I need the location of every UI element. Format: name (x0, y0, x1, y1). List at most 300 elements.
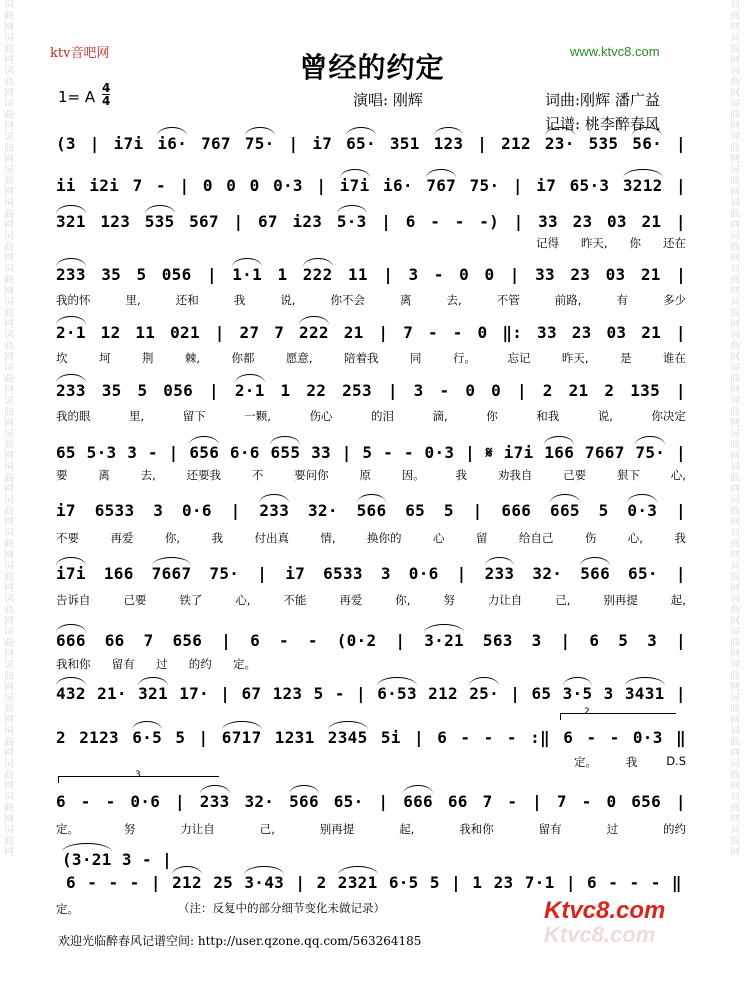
note-group: 5·3 (336, 212, 367, 231)
note-group: 5 (598, 501, 609, 520)
slur-mark (157, 127, 187, 136)
slur-mark (56, 316, 86, 325)
lyric-syllable: 的约 (662, 822, 686, 836)
note-group: (0·2 (336, 631, 377, 650)
notation-row (62, 850, 172, 872)
barline: | (560, 631, 571, 650)
barline: | (456, 564, 467, 583)
note-group: 2345 (327, 728, 368, 747)
note-group: 351 (389, 134, 420, 153)
slur-mark (563, 677, 593, 686)
slur-mark (138, 677, 168, 686)
note-group: - (433, 265, 444, 284)
slur-mark (299, 316, 329, 325)
barline: | (175, 792, 185, 811)
lyric-syllable: 努 (443, 593, 455, 607)
note-group: 𝄋 (485, 443, 493, 462)
note-group: 23· (544, 134, 575, 153)
side-watermark-left: 词曲网词曲网词曲网词曲网词曲网词曲网词曲网词曲网词曲网词曲网词曲网词曲网词曲网词曲网词曲网词曲网词曲网词曲网词曲网词曲网词曲网词曲网词曲网词曲网词曲网词曲网 (4, 0, 14, 858)
time-signature-bottom: 4 (102, 94, 111, 108)
note-group: 233 (484, 564, 515, 583)
note-group: - (105, 792, 116, 811)
barline: | (676, 134, 686, 153)
barline: | (675, 792, 686, 811)
slur-mark (403, 785, 433, 794)
note-group: 166 (544, 443, 575, 462)
lyric-syllable: 离 (98, 468, 110, 482)
notation-row (56, 381, 686, 403)
note-sequence (62, 850, 172, 869)
note-group: 3 (121, 850, 132, 869)
note-group: 1 (472, 873, 483, 892)
lyric-line (574, 754, 686, 770)
barline: | (477, 134, 488, 153)
note-group: 3 (647, 631, 658, 650)
lyric-line (56, 467, 686, 483)
lyric-syllable: 还在 (662, 236, 686, 250)
lyric-syllable: 要 (56, 468, 68, 482)
lyric-syllable: 因。 (401, 468, 425, 482)
barline: | (209, 381, 219, 400)
lyric-syllable: 劝我自 (497, 468, 533, 482)
lyric-syllable: 不要 (56, 531, 79, 545)
lyric-syllable: 定。 (56, 822, 79, 836)
barline: | (378, 792, 389, 811)
slur-mark (56, 624, 86, 633)
lyric-syllable: 不能 (283, 593, 307, 607)
lyric-syllable: 我 (625, 755, 638, 769)
note-group: 233 (56, 381, 86, 400)
volta-number-3: 3 (135, 770, 141, 780)
note-group: 12 (100, 323, 121, 342)
note-group: 3·21 (424, 631, 464, 650)
volta-bracket-2 (560, 713, 676, 720)
note-group: 222 (299, 323, 329, 342)
barline: | (512, 176, 523, 195)
barline: | (179, 176, 190, 195)
note-group: 6 (66, 873, 76, 892)
notation-row (56, 212, 686, 234)
note-group: 1 (280, 381, 291, 400)
note-group: - (141, 850, 152, 869)
note-group: 2 (56, 728, 66, 747)
notation-row (56, 323, 686, 345)
note-group: 17· (179, 684, 209, 703)
note-group: 11 (135, 323, 156, 342)
slur-mark (172, 866, 202, 875)
lyric-syllable: 记得 (536, 236, 559, 250)
barline: | (675, 323, 686, 342)
lyric-syllable: 起, (670, 593, 686, 607)
note-group: 056 (163, 381, 194, 400)
slur-mark (303, 258, 333, 267)
note-group: 655 (270, 443, 301, 462)
note-group: 1 (277, 265, 288, 284)
note-group: i7i (113, 134, 144, 153)
note-group: - (454, 212, 465, 231)
note-group: 6·53 (377, 684, 417, 703)
note-group: 123 (100, 212, 131, 231)
lyric-syllable: 你 (486, 409, 498, 423)
note-group: 0 (249, 176, 260, 195)
note-group: 233 (199, 792, 230, 811)
lyric-syllable: 心, (235, 593, 251, 607)
note-group: 0 (484, 265, 495, 284)
note-group: 0·3 (632, 728, 663, 747)
slur-mark (625, 677, 665, 686)
lyric-syllable: 的泪 (370, 409, 394, 423)
barline: | (257, 564, 268, 583)
note-group: i7i (56, 564, 86, 583)
note-group: 0·6 (130, 792, 161, 811)
note-group: - (430, 212, 441, 231)
barline: | (89, 134, 100, 153)
lyric-syllable: 过 (156, 657, 168, 671)
note-group: 0·6 (181, 501, 212, 520)
note-group: 432 (56, 684, 86, 703)
note-group: 5 (429, 873, 440, 892)
lyric-syllable: 你决定 (651, 409, 686, 423)
lyric-syllable: 再爱 (339, 593, 363, 607)
lyric-syllable: 荆 (141, 351, 154, 365)
note-group: 67 (241, 684, 262, 703)
barline: | (233, 212, 244, 231)
note-group: 6533 (94, 501, 135, 520)
repeat-annotation: （注：反复中的部分细节变化未做记录） (178, 901, 385, 915)
note-group: - (452, 323, 463, 342)
slur-mark (189, 436, 219, 445)
lyric-line (56, 292, 686, 308)
lyric-line (56, 350, 686, 366)
lyric-syllable: 你不会 (330, 293, 365, 307)
note-group: 3 (531, 631, 542, 650)
lyric-syllable: 己, (259, 822, 275, 836)
lyric-syllable: 去, (140, 468, 156, 482)
note-group: - (147, 443, 158, 462)
lyric-syllable: 我 (674, 531, 686, 545)
lyric-syllable: 我和你 (459, 822, 494, 836)
note-group: 23 (572, 212, 593, 231)
barline: | (221, 631, 232, 650)
lyric-syllable: 力让自 (180, 822, 215, 836)
note-group: (3·21 (62, 850, 112, 869)
note-group: - (581, 792, 592, 811)
singer-credit: 演唱: 刚辉 (353, 91, 423, 109)
lyric-syllable: 伤心 (309, 409, 333, 423)
note-group: 321 (138, 684, 168, 703)
note-group: 6 (56, 792, 66, 811)
lyric-line (56, 821, 686, 837)
barline: | (162, 850, 172, 869)
composer-credit: 词曲:刚辉 潘广益 (545, 91, 660, 109)
lyric-syllable: 我的怀 (56, 293, 91, 307)
lyric-syllable: 告诉自 (56, 593, 91, 607)
slur-mark (426, 169, 456, 178)
notation-row (56, 443, 686, 465)
lyric-syllable: 己要 (563, 468, 587, 482)
barline: | (214, 323, 225, 342)
slur-mark (485, 557, 515, 566)
note-group: 65 (531, 684, 552, 703)
slur-mark (245, 127, 275, 136)
note-group: 21 (568, 381, 589, 400)
note-sequence (56, 265, 686, 284)
lyric-syllable: 说, (280, 293, 296, 307)
note-group: 03 (606, 323, 627, 342)
note-group: 6 (437, 728, 448, 747)
note-group: - (650, 873, 661, 892)
note-group: i7 (312, 134, 333, 153)
note-group: 6·5 (132, 728, 163, 747)
note-group: 6·6 (229, 443, 260, 462)
barline: | (472, 501, 483, 520)
note-sequence (56, 443, 686, 463)
slur-mark (232, 258, 262, 267)
note-group: 666 (501, 501, 532, 520)
lyric-syllable: 定。 (574, 755, 597, 769)
lyric-syllable: 我 (455, 468, 468, 482)
note-group: 27 (239, 323, 260, 342)
lyric-syllable: 我和你 (56, 657, 91, 671)
note-group: 2321 (337, 873, 378, 892)
slur-mark (337, 205, 367, 214)
note-group: 6 (405, 212, 416, 231)
barline: ‖ (675, 728, 686, 747)
note-group: 0·6 (408, 564, 439, 583)
slur-mark (338, 866, 378, 875)
lyric-syllable: 我 (233, 293, 246, 307)
note-group: 21 (640, 265, 661, 284)
note-group: 3431 (624, 684, 665, 703)
notation-row (56, 564, 686, 586)
slur-mark (62, 843, 112, 852)
lyric-syllable: 留下 (182, 409, 206, 423)
note-group: 566 (580, 564, 611, 583)
slur-mark (132, 721, 162, 730)
note-group: 35 (101, 265, 122, 284)
lyric-syllable: 留有 (111, 657, 135, 671)
note-group: 1·1 (232, 265, 263, 284)
lyric-syllable: 同 (409, 351, 422, 365)
note-group: 03 (605, 265, 626, 284)
lyric-line (536, 235, 686, 251)
lyric-syllable: 铁了 (179, 593, 203, 607)
lyric-syllable: 伤 (584, 531, 597, 545)
barline: | (150, 873, 161, 892)
note-sequence (56, 631, 686, 650)
note-sequence (56, 212, 686, 231)
footer-link-text: 欢迎光临醉春风记谱空间: http://user.qzone.qq.com/563264185 (58, 934, 422, 948)
note-group: - (80, 792, 91, 811)
lyric-syllable: 力让自 (487, 593, 523, 607)
lyric-syllable: 再爱 (110, 531, 134, 545)
slur-mark (259, 494, 289, 503)
note-group: 0 (459, 265, 470, 284)
note-group: 67 (258, 212, 278, 231)
slur-mark (377, 677, 417, 686)
note-group: 0 (226, 176, 237, 195)
lyric-syllable: 原 (359, 468, 371, 482)
slur-mark (56, 374, 86, 383)
slur-mark (357, 494, 387, 503)
note-sequence (56, 381, 686, 400)
lyric-syllable: 心, (670, 468, 686, 482)
note-group: 212 (172, 873, 202, 892)
barline: | (676, 265, 686, 284)
note-group: 5 (443, 501, 454, 520)
note-group: 0 (491, 381, 502, 400)
note-group: 021 (170, 323, 200, 342)
lyric-syllable: 还和 (175, 293, 199, 307)
barline: | (387, 381, 398, 400)
note-group: 656 (172, 631, 203, 650)
note-group: 66 (104, 631, 125, 650)
slur-mark (200, 785, 230, 794)
svg-text:Ktvc8.com: Ktvc8.com (544, 922, 656, 946)
note-group: 566 (289, 792, 319, 811)
lyric-syllable: 狠下 (616, 468, 640, 482)
note-group: 6 (563, 728, 574, 747)
lyric-syllable: 己要 (123, 593, 147, 607)
note-group: 5·3 (86, 443, 117, 462)
note-group: 233 (56, 265, 86, 284)
note-group: 6 (587, 873, 597, 892)
lyric-line (56, 656, 256, 672)
lyric-syllable: 给自己 (518, 531, 554, 545)
note-group: 21· (97, 684, 127, 703)
lyric-syllable: 去, (446, 293, 462, 307)
slur-mark (289, 785, 319, 794)
note-group: 35 (101, 381, 122, 400)
lyric-syllable: 留有 (538, 822, 562, 836)
slur-mark (244, 866, 284, 875)
notation-row (56, 728, 686, 750)
note-group: 656 (189, 443, 220, 462)
lyric-syllable: 定。 (233, 657, 256, 671)
note-group: 25 (213, 873, 234, 892)
note-group: 6 (589, 631, 600, 650)
note-group: 7 (403, 323, 414, 342)
note-group: 656 (631, 792, 662, 811)
note-group: 33 (311, 443, 331, 462)
lyric-syllable: 忘记 (507, 351, 531, 365)
lyric-syllable: 要问你 (294, 468, 329, 482)
barline: | (395, 631, 406, 650)
note-group: 32· (532, 564, 563, 583)
note-group: 2·1 (234, 381, 265, 400)
notation-row (56, 684, 686, 706)
note-group: 7 (274, 323, 285, 342)
barline: | (676, 176, 686, 195)
note-group: 33 (537, 323, 557, 342)
lyric-line (56, 408, 686, 424)
barline: | (675, 684, 686, 703)
lyric-syllable: 定。 (56, 902, 79, 916)
lyric-syllable: 谁在 (662, 351, 686, 365)
lyric-syllable: 里, (125, 293, 141, 307)
note-group: ii (56, 176, 76, 195)
note-group: - (506, 728, 517, 747)
lyric-syllable: 努 (123, 822, 136, 836)
note-group: i7i (339, 176, 370, 195)
note-group: 33 (538, 212, 558, 231)
note-group: 65· (333, 792, 364, 811)
note-group: 22 (306, 381, 327, 400)
lyric-syllable: 情, (320, 531, 336, 545)
lyric-syllable: 付出真 (254, 531, 289, 545)
barline: | (383, 265, 394, 284)
note-group: (3 (56, 134, 76, 153)
lyric-syllable: 心, (627, 531, 643, 545)
lyric-syllable: 留 (475, 531, 488, 545)
note-sequence (56, 728, 686, 747)
note-group: 666 (403, 792, 433, 811)
notation-row (56, 501, 686, 523)
note-group: - (609, 728, 620, 747)
note-group: 212 (501, 134, 531, 153)
lyric-syllable: 是 (619, 351, 632, 365)
note-group: 135 (630, 381, 661, 400)
note-group: 563 (482, 631, 513, 650)
note-group: 767 (426, 176, 457, 195)
barline: | (565, 873, 576, 892)
slur-mark (145, 205, 175, 214)
note-group: 32· (307, 501, 338, 520)
key-signature: 1= A (58, 88, 96, 106)
slur-mark (222, 721, 262, 730)
barline: | (381, 212, 392, 231)
barline: | (513, 212, 524, 231)
slur-mark (340, 169, 370, 178)
note-group: 3 (413, 381, 424, 400)
note-group: 2 (316, 873, 327, 892)
lyric-line (56, 592, 686, 608)
note-group: 666 (56, 631, 86, 650)
lyric-syllable: 一颗, (244, 409, 271, 423)
note-group: - (108, 873, 119, 892)
lyric-syllable: 愿意, (285, 351, 313, 365)
note-group: 75· (244, 134, 275, 153)
note-sequence (56, 176, 686, 195)
lyric-syllable: 己, (555, 593, 571, 607)
note-group: 75· (635, 443, 666, 462)
note-group: 665 (550, 501, 580, 520)
note-group: - (608, 873, 619, 892)
svg-text:Ktvc8.com: Ktvc8.com (544, 897, 666, 924)
note-group: i6· (383, 176, 413, 195)
note-group: 6·5 (388, 873, 419, 892)
note-group: 0 (477, 323, 488, 342)
barline: | (676, 631, 686, 650)
note-group: 75· (209, 564, 240, 583)
notation-row (56, 265, 686, 287)
lyric-syllable: 你都 (231, 351, 255, 365)
side-watermark-right: 词曲网词曲网词曲网词曲网词曲网词曲网词曲网词曲网词曲网词曲网词曲网词曲网词曲网词曲网词曲网词曲网词曲网词曲网词曲网词曲网词曲网词曲网词曲网词曲网词曲网词曲网 (730, 0, 740, 858)
note-group: - (403, 443, 414, 462)
note-group: 123 (272, 684, 303, 703)
note-group: 6533 (323, 564, 363, 583)
lyric-syllable: 别再提 (319, 822, 355, 836)
lyric-line (56, 530, 686, 546)
note-sequence (56, 323, 686, 342)
note-group: 567 (189, 212, 219, 231)
note-group: 233 (259, 501, 290, 520)
note-group: 11 (347, 265, 368, 284)
note-group: 0·3 (424, 443, 455, 462)
note-group: 2123 (79, 728, 119, 747)
barline: | (516, 381, 527, 400)
barline: | (168, 443, 179, 462)
